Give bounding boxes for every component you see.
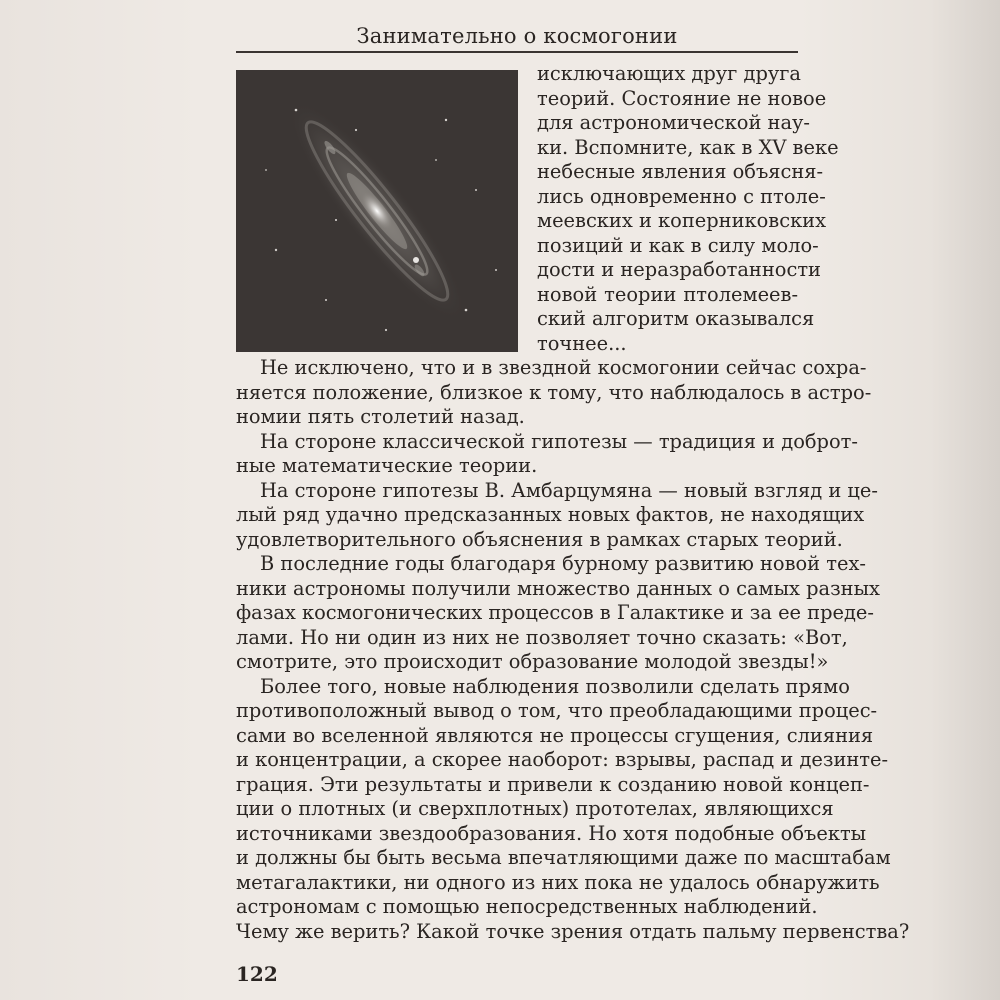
text-line: для астрономической нау- [537, 111, 810, 134]
text-line: источниками звездообразования. Но хотя подобные объекты [236, 821, 867, 845]
paragraph [236, 356, 872, 430]
text-line: В последние годы благодаря бурному развитию новой тех- [260, 552, 866, 575]
text-line: сами во вселенной являются не процессы сгущения, слияния [236, 723, 874, 747]
text-line: На стороне гипотезы В. Амбарцумяна — новый взгляд и це- [260, 478, 878, 502]
text-line: лись одновременно с птоле- [537, 184, 826, 208]
paragraph [236, 429, 858, 479]
text-line: и концентрации, а скорее наоборот: взрывы, распад и дезинте- [236, 748, 889, 771]
text-line: Не исключено, что и в звездной космогонии сейчас сохра- [260, 356, 867, 379]
text-line: исключающих друг друга [537, 62, 801, 85]
text-line: меевских и коперниковских [537, 209, 827, 232]
page-number: 122 [236, 962, 278, 986]
full-width-text [236, 356, 910, 944]
galaxy-illustration [236, 70, 518, 352]
text-line: дости и неразработанности [537, 258, 821, 281]
text-line: лами. Но ни один из них не позволяет точно сказать: «Вот, [236, 625, 848, 649]
galaxy-photo [236, 70, 518, 352]
text-line: грация. Эти результаты и привели к созданию новой концеп- [236, 772, 870, 796]
text-line: метагалактики, ни одного из них пока не удалось обнаружить [236, 870, 880, 894]
text-line: смотрите, это происходит образование молодой звезды!» [236, 650, 829, 673]
text-line: Более того, новые наблюдения позволили сделать прямо [260, 674, 850, 698]
text-line: фазах космогонических процессов в Галактике и за ее преде- [236, 601, 874, 624]
text-line: лый ряд удачно предсказанных новых фактов, не находящих [236, 503, 865, 526]
text-line: ский алгоритм оказывался [537, 307, 815, 330]
text-line: ные математические теории. [236, 454, 538, 477]
text-line: Чему же верить? Какой точке зрения отдать пальму первенства? [236, 919, 910, 943]
text-line: небесные явления объясня- [537, 160, 824, 183]
text-line: ции о плотных (и сверхплотных) прототелах, являющихся [236, 797, 834, 820]
text-line: противоположный вывод о том, что преобладающими процес- [236, 699, 878, 722]
running-header: Занимательно о космогонии [356, 24, 678, 48]
paragraph [236, 552, 880, 675]
paragraph [236, 674, 910, 945]
text-line: номии пять столетий назад. [236, 405, 525, 428]
text-line: точнее... [537, 331, 627, 355]
text-line: теорий. Состояние не новое [537, 86, 827, 110]
text-line: На стороне классической гипотезы — традиция и доброт- [260, 429, 858, 453]
text-line: астрономам с помощью непосредственных наблюдений. [236, 895, 818, 918]
text-line: ки. Вспомните, как в XV веке [537, 135, 839, 159]
text-line: позиций и как в силу моло- [537, 233, 819, 257]
text-line: удовлетворительного объяснения в рамках старых теорий. [236, 527, 843, 551]
wrap-column [537, 62, 839, 356]
text-line: новой теории птолемеев- [537, 282, 798, 306]
page-fold-shadow [930, 0, 1000, 1000]
text-line: няется положение, близкое к тому, что наблюдалось в астро- [236, 380, 872, 404]
text-line: и должны бы быть весьма впечатляющими даже по масштабам [236, 846, 891, 869]
paragraph [236, 478, 878, 553]
header-rule [236, 51, 798, 53]
text-line: ники астрономы получили множество данных о самых разных [236, 576, 880, 600]
